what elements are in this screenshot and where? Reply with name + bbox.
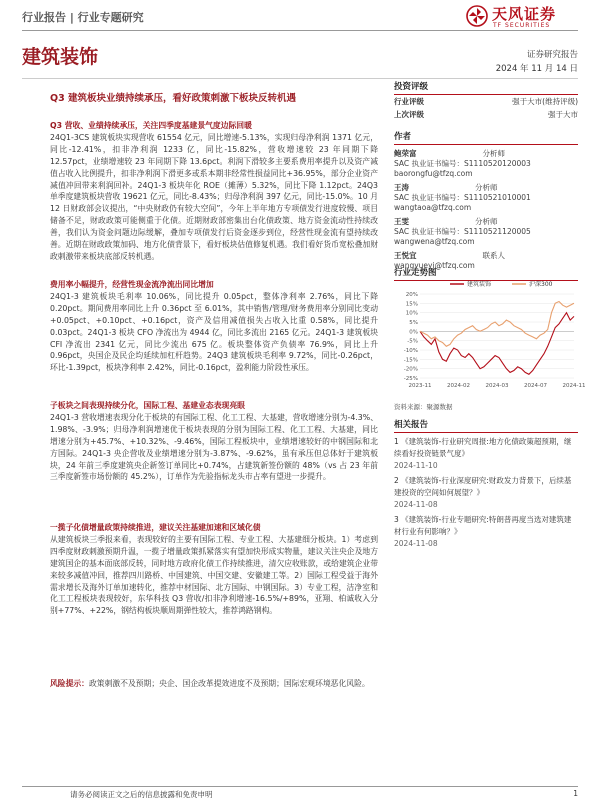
author-role: 分析师: [475, 217, 498, 226]
x-tick-label: 2024-03: [485, 383, 509, 389]
related-panel: [394, 418, 578, 550]
rating-label: 上次评级: [394, 110, 424, 119]
section-heading: 一揽子化债增量政策持续推进，建议关注基建加速和区域化债: [50, 523, 261, 532]
author-email[interactable]: wangtaoa@tfzq.com: [394, 203, 472, 212]
section-heading: Q3 营收、业绩持续承压，关注四季度基建景气度边际回暖: [50, 121, 252, 130]
related-report-date: 2024-11-08: [394, 539, 438, 548]
report-date: 2024 年 11 月 14 日: [495, 64, 578, 74]
author-cert: SAC 执业证书编号：S1110521120005: [394, 227, 531, 236]
trend-chart-svg: [394, 278, 586, 396]
x-tick-label: 2024-02: [447, 383, 470, 389]
windmill-logo-icon: [466, 5, 488, 27]
risk-body: 政策刺激不及预期；央企、国企改革提效进度不及预期；国际宏观环境恶化风险。: [88, 679, 370, 688]
brand-name-en: TF SECURITIES: [493, 22, 551, 29]
risk-heading: 风险提示：: [50, 679, 89, 688]
rating-label: 行业评级: [394, 97, 424, 106]
section-body: 24Q1-3 建筑板块毛利率 10.06%，同比提升 0.05pct，整体净利率 2.76%，同比下降 0.20pct。期间费用率同比上升 0.36pct 至 6.01%，其中销售/管理/财务费用率分别同比变动+0.05pct、+0.10pct、+0.16pct，资产及信用减值损失占收入比重 0.58%，同比提升 0.03pct。24Q1-3 板块 CFO 净流出为 4944 亿，同比多流出 2165 亿元。24Q1-3 建筑板块 CFI 净流出 2341 亿元，同比少流出 675 亿。板块整体资产负债率 76.9%，同比上升 0.96pct，央国企及民企均延续加杠杆趋势。24Q3 建筑板块毛利率 9.72%，同比-0.26pct，环比-1.39pct，板块净利率 2.42%，同比-0.16pct，盈利能力阶段性承压。: [50, 291, 378, 373]
y-tick-label: 0%: [409, 329, 418, 336]
author-name: 王悦宜 联系人: [394, 251, 505, 260]
x-tick-label: 2023-11: [408, 383, 432, 389]
section-body: 24Q1-3 营收增速表现分化于板块的有国际工程、化工工程、大基建，营收增速分别为-4.3%、1.98%、-3.9%；归母净利润增速优于板块表现的分别为国际工程、化工工程、大基建，同比增速分别为+45.7%、+10.32%、-9.46%，国际工程板块中，业绩增速较好的中钢国际和北方国际。24Q1-3 央企营收及业绩增速分别为-3.87%、-9.62%，虽有承压但总体好于建筑板块，24 年前三季度建筑央企新签订单同比+0.74%，占建筑新签份额的 48%（vs 占 23 年前三季度新签市场份额的 45.2%），订单作为先验指标龙头市占率有望进一步提升。: [50, 412, 378, 482]
title-divider: [22, 78, 578, 79]
legend-label: 建筑装饰: [467, 281, 492, 288]
section-heading: 费用率小幅提升，经营性现金流净流出同比增加: [50, 280, 214, 289]
section-q3-performance: [50, 120, 378, 263]
page-number: 1: [573, 789, 578, 798]
rating-value: 强于大市: [548, 110, 578, 119]
author-role: 联系人: [482, 251, 505, 260]
author-cert: SAC 执业证书编号：S1110520120003: [394, 159, 531, 168]
rating-panel: [394, 80, 578, 121]
x-tick-label: 2024-07: [524, 383, 547, 389]
author-role: 分析师: [482, 149, 505, 158]
section-policy: [50, 522, 378, 617]
related-report-link[interactable]: 2 《建筑装饰-行业深度研究:财政发力背景下，后续基建投资的空间如何展望？》: [394, 476, 572, 497]
authors-title: 作者: [394, 130, 578, 145]
author-name: 王涛 分析师: [394, 183, 498, 192]
author-cert: SAC 执业证书编号：S1110521010001: [394, 193, 531, 202]
section-cost-cashflow: [50, 279, 378, 374]
legend-label: 沪深300: [529, 281, 553, 288]
related-report-date: 2024-11-10: [394, 461, 438, 470]
section-risk: [50, 678, 378, 690]
report-type: 证券研究报告: [526, 50, 578, 60]
y-tick-label: 15%: [405, 301, 418, 308]
section-body: 24Q1-3CS 建筑板块实现营收 61554 亿元，同比增速-5.13%，实现归母净利润 1371 亿元，同比-12.41%，扣非净利润 1233 亿，同比-15.82%，营收增速较 23 年同期下降 12.57pct，业绩增速较 23 年同期下降 13.6pct。利润下滑较多主要系费用率提升以及资产减值占收入比例提升，扣非净利润下滑更多或系本期非经常性损益同比+36.95%，部分企业资产减值冲回带来利润回补。24Q1-3 板块年化 ROE（摊薄）5.32%，同比下降 1.12pct。24Q3 单季度建筑板块营收 19621 亿元，同比-8.43%；归母净利润 397 亿元，同比-15.0%。10 月 12 日财政部会议提出，“中央财政仍有较大空间”，今年上半年地方专项债发行进度较慢、项目储备不足，财政政策可能侧重于化债。近期财政部密集出台化债政策、地方资金流动性持续改善，我们认为资金问题边际缓解，叠加专项债发行后资金逐步到位，经营性现金流有望持续改善。近期在财政政策加码、地方化债背景下，看好板块估值修复机遇。我们看好货币宽松叠加财政刺激带来板块底部反转机遇。: [50, 132, 378, 261]
chart-title: 行业走势图: [394, 266, 578, 281]
report-category: 行业报告 | 行业专题研究: [22, 11, 144, 24]
author-email[interactable]: baorongfu@tfzq.com: [394, 169, 473, 178]
rating-row: [394, 95, 578, 108]
y-tick-label: -5%: [407, 338, 418, 345]
y-tick-label: -20%: [403, 366, 418, 373]
authors-panel: [394, 130, 578, 271]
rating-value: 强于大市(维持评级): [512, 97, 578, 106]
x-tick-label: 2024-11: [562, 383, 586, 389]
author-email[interactable]: wangyueyi@tfzq.com: [394, 261, 475, 270]
chart-source: 资料来源：聚源数据: [394, 403, 453, 411]
rating-row: [394, 108, 578, 121]
footer-divider: [22, 786, 578, 787]
header-divider: [22, 30, 578, 31]
related-title: 相关报告: [394, 418, 578, 433]
section-subsector: [50, 400, 378, 483]
rating-title: 投资评级: [394, 80, 578, 95]
y-tick-label: -25%: [403, 376, 418, 382]
y-tick-label: -15%: [403, 357, 418, 364]
brand-logo: [466, 4, 591, 32]
footer-disclaimer: 请务必阅读正文之后的信息披露和免责申明: [70, 790, 213, 799]
author-name: 鲍荣富 分析师: [394, 149, 505, 158]
brand-name: 天风证券: [492, 5, 557, 23]
related-report-link[interactable]: 3 《建筑装饰-行业专题研究:特朗普再度当选对建筑建材行业有何影响？》: [394, 515, 572, 536]
y-tick-label: 10%: [405, 310, 418, 317]
section-body: 从建筑板块三季报来看，表现较好的主要有国际工程、专业工程、大基建细分板块。1）考虑到四季度财政刺激预期升温，一揽子增量政策抓紧落实有望加快形成实物量，建议关注央企及地方建筑国企的基本面底部反转，同时地方政府化债工作持续推进，清欠应收账款，或给建筑企业带来较多减值冲回，推荐四川路桥、中国建筑、中国交建、安徽建工等。2）国际工程受益于海外需求增长及海外订单加速转化，推荐中材国际、北方国际、中钢国际。3）专业工程，洁净室和化工工程板块表现较好，东华科技 Q3 营收/扣非净利增速-16.5%/+89%，亚翔、柏诚收入分别+77%、+22%，钢结构板块顺周期弹性较大，推荐鸿路钢构。: [50, 534, 378, 616]
author-role: 分析师: [475, 183, 498, 192]
related-report-date: 2024-11-08: [394, 500, 438, 509]
page-title: 建筑装饰: [22, 46, 99, 68]
y-tick-label: 5%: [409, 320, 418, 326]
section-heading: 子板块之间表现持续分化，国际工程、基建业态表现亮眼: [50, 401, 245, 410]
author-email[interactable]: wangwena@tfzq.com: [394, 237, 475, 246]
y-tick-label: -10%: [403, 348, 418, 354]
report-subtitle: Q3 建筑板块业绩持续承压，看好政策刺激下板块反转机遇: [50, 93, 296, 104]
industry-trend-chart: [394, 278, 586, 396]
related-report-link[interactable]: 1 《建筑装饰-行业研究周报:地方化债政策超预期，继续看好投资链景气度》: [394, 437, 572, 458]
y-tick-label: 20%: [405, 292, 418, 298]
author-name: 王雯 分析师: [394, 217, 498, 226]
